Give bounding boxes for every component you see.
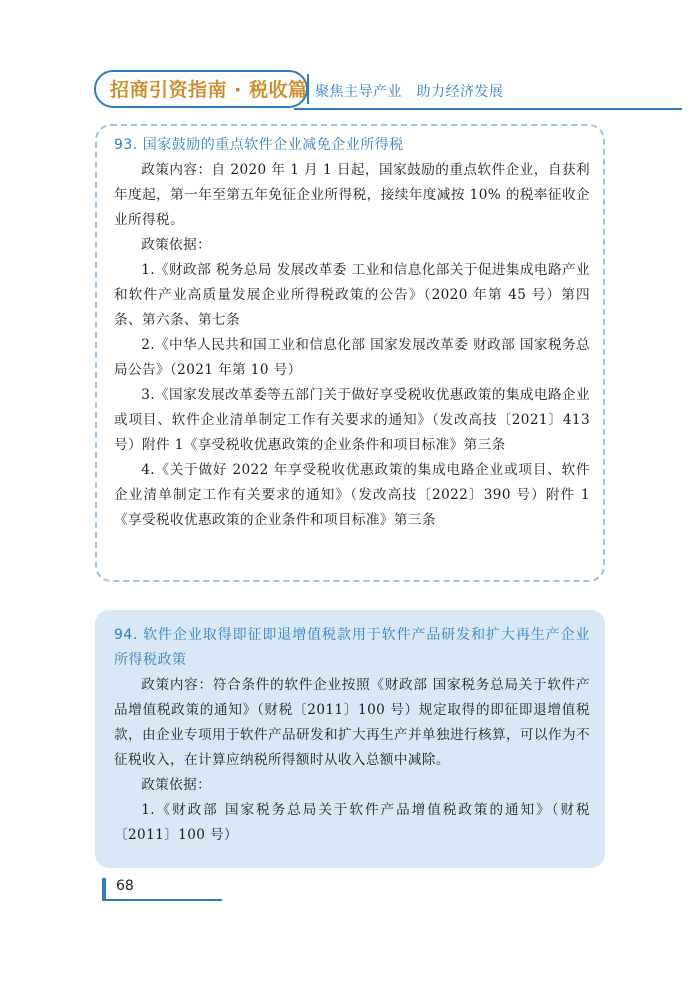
section-93	[114, 133, 590, 533]
policy-content: 政策内容：符合条件的软件企业按照《财政部 国家税务总局关于软件产品增值税政策的通知》（财税〔2011〕100 号）规定取得的即征即退增值税款，由企业专项用于软件产品研发和扩大再生产并单独进行核算，可以作为不征税收入，在计算应纳税所得额时从收入总额中减除。	[114, 677, 590, 768]
policy-basis-label: 政策依据：	[141, 237, 212, 253]
header-divider	[307, 74, 309, 104]
header-underline	[294, 108, 682, 110]
footer-rule	[102, 899, 222, 901]
policy-basis-item: 2.《中华人民共和国工业和信息化部 国家发展改革委 财政部 国家税务总局公告》（2021 年第 10 号）	[114, 337, 590, 378]
section-title: 94. 软件企业取得即征即退增值税款用于软件产品研发和扩大再生产企业所得税政策	[114, 627, 590, 668]
policy-content: 政策内容：自 2020 年 1 月 1 日起，国家鼓励的重点软件企业，自获利年度起，第一年至第五年免征企业所得税，接续年度减按 10% 的税率征收企业所得税。	[114, 162, 590, 228]
running-header	[94, 70, 654, 116]
page-number-marker	[102, 878, 106, 900]
policy-basis-item: 3.《国家发展改革委等五部门关于做好享受税收优惠政策的集成电路企业或项目、软件企业清单制定工作有关要求的通知》（发改高技〔2021〕413 号）附件 1《享受税收优惠政策的企业条件和项目标准》第三条	[114, 387, 590, 453]
section-94	[114, 623, 590, 848]
policy-basis-item: 1.《财政部 税务总局 发展改革委 工业和信息化部关于促进集成电路产业和软件产业高质量发展企业所得税政策的公告》（2020 年第 45 号）第四条、第六条、第七条	[114, 262, 590, 328]
header-slogan: 聚焦主导产业 助力经济发展	[315, 84, 504, 100]
policy-basis-item: 1.《财政部 国家税务总局关于软件产品增值税政策的通知》（财税〔2011〕100 号）	[114, 802, 590, 843]
section-title: 93. 国家鼓励的重点软件企业减免企业所得税	[114, 137, 404, 153]
page-number: 68	[116, 878, 134, 894]
header-title: 招商引资指南 · 税收篇	[110, 79, 308, 101]
policy-basis-item: 4.《关于做好 2022 年享受税收优惠政策的集成电路企业或项目、软件企业清单制定工作有关要求的通知》（发改高技〔2022〕390 号）附件 1《享受税收优惠政策的企业条件和项目标准》第三条	[114, 462, 590, 528]
policy-basis-label: 政策依据：	[141, 777, 212, 793]
